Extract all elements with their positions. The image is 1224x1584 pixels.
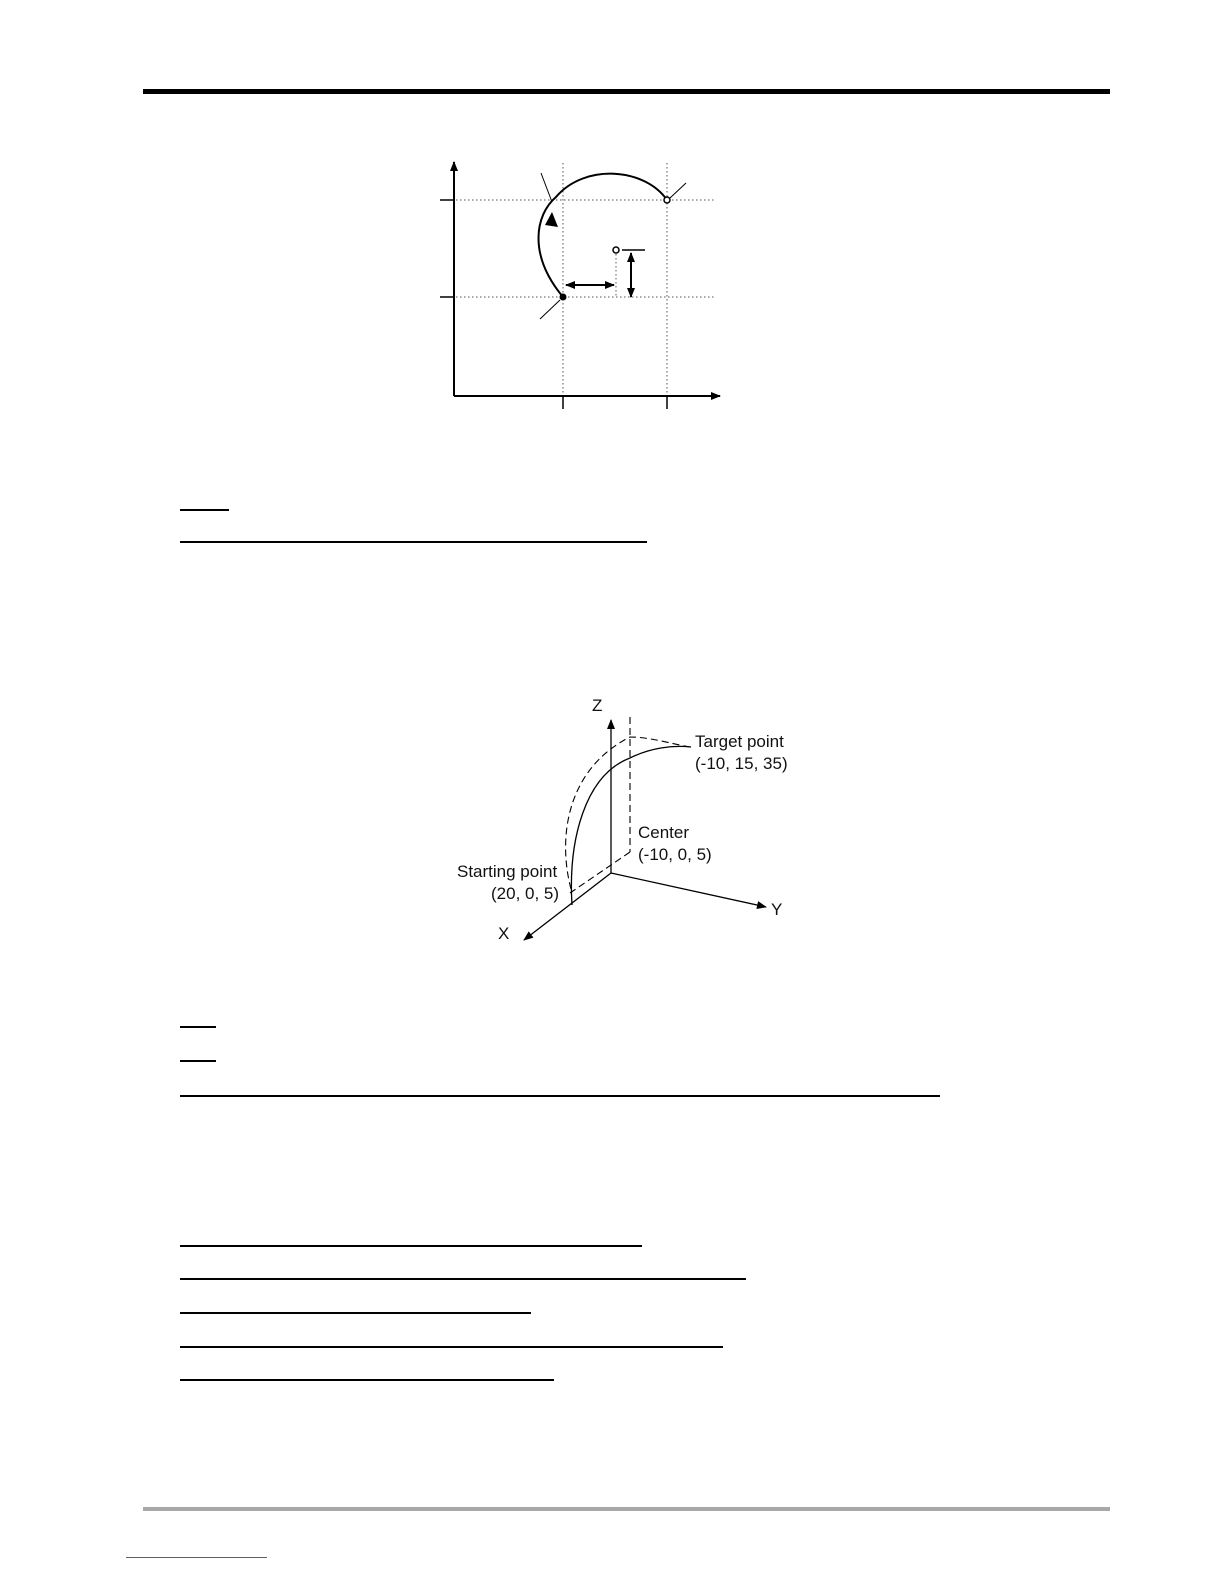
y-axis-label: Y [771, 900, 783, 919]
underline-segment [180, 1312, 531, 1314]
footer-link-underline[interactable] [126, 1557, 267, 1558]
z-axis-label: Z [592, 696, 603, 715]
center-label: Center [638, 823, 690, 842]
target-point-label: Target point [695, 732, 784, 751]
underline-segment [180, 1346, 723, 1348]
underline-segment [180, 1095, 940, 1097]
footer-rule [143, 1507, 1110, 1511]
underline-segment [180, 1278, 746, 1280]
center-coords: (-10, 0, 5) [638, 845, 712, 864]
starting-point-coords: (20, 0, 5) [491, 884, 560, 903]
underline-segment [180, 1026, 216, 1028]
y-axis-3d [611, 873, 766, 907]
dashed-construction [566, 717, 690, 893]
underline-segment [180, 1379, 554, 1381]
starting-point-label: Starting point [457, 862, 558, 881]
x-axis-label: X [498, 924, 510, 943]
underline-segment [180, 1245, 642, 1247]
underline-segment [180, 1060, 216, 1062]
target-point-coords: (-10, 15, 35) [695, 754, 788, 773]
